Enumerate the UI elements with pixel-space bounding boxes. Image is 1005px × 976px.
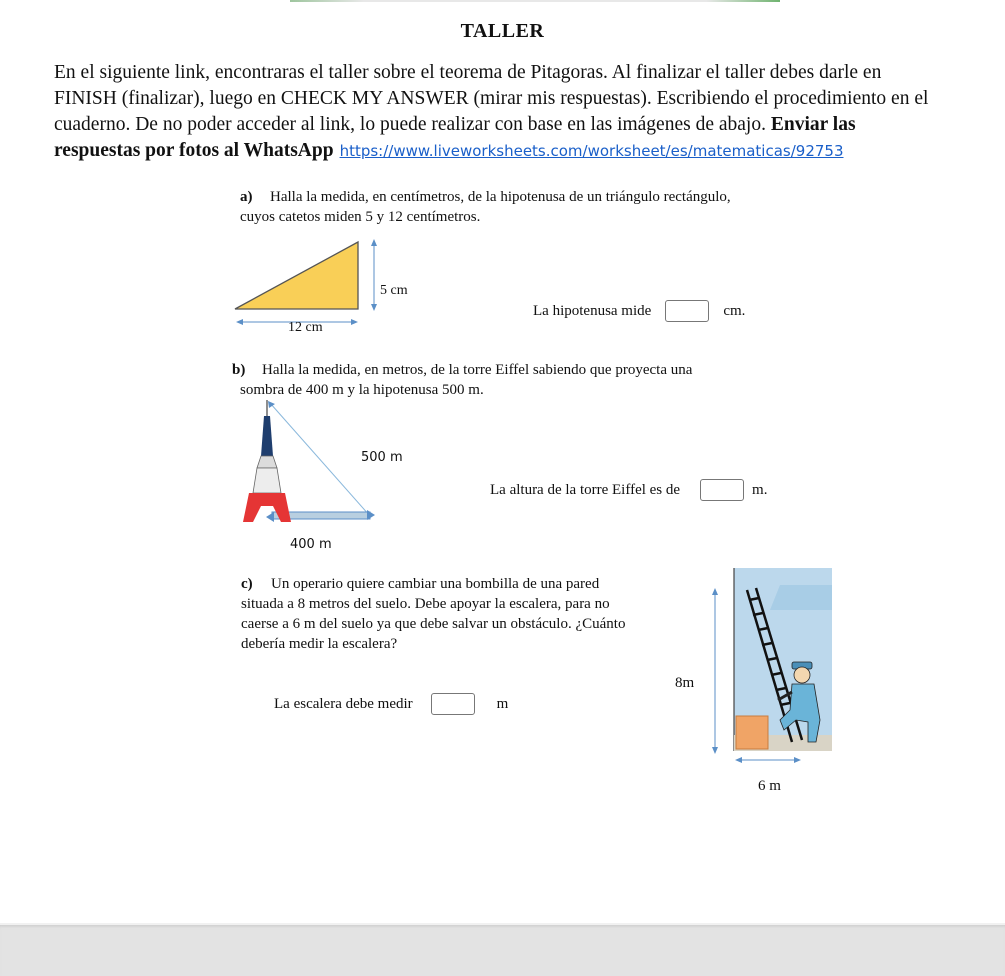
tower-mid-white: [253, 468, 281, 493]
question-b-label: b): [232, 362, 246, 378]
page-bottom-gray-area: [0, 923, 1005, 976]
question-c-label: c): [241, 576, 253, 592]
answer-b-input[interactable]: [700, 479, 744, 501]
answer-a-prefix: La hipotenusa mide: [533, 302, 652, 319]
answer-row-b: [490, 479, 767, 501]
question-c: [241, 574, 625, 654]
intro-bold-send: Enviar las: [770, 114, 856, 135]
question-b-text-1: Halla la medida, en metros, de la torre Eiffel sabiendo que proyecta una: [262, 362, 693, 378]
question-a-text-2: cuyos catetos miden 5 y 12 centímetros.: [240, 209, 481, 225]
intro-paragraph: [54, 60, 1004, 164]
figure-ladder-worker: [700, 560, 840, 775]
answer-b-prefix: La altura de la torre Eiffel es de: [490, 481, 681, 498]
tower-top-blue: [261, 416, 273, 456]
intro-line-3: [54, 112, 1004, 138]
page-title: TALLER: [460, 20, 545, 42]
dim-label-5cm: 5 cm: [380, 283, 408, 298]
arrow-head-down: [371, 304, 377, 311]
wall-shade: [770, 585, 832, 610]
worksheet-link[interactable]: https://www.liveworksheets.com/worksheet/es/matematicas/92753: [339, 142, 844, 160]
question-c-text-1: Un operario quiere cambiar una bombilla de una pared: [271, 576, 600, 592]
dim-label-500m: 500 m: [361, 450, 403, 465]
dim-label-400m: 400 m: [290, 537, 332, 552]
question-b-text-2: sombra de 400 m y la hipotenusa 500 m.: [240, 382, 484, 398]
answer-row-c: [274, 693, 508, 715]
intro-line-2: FINISH (finalizar), luego en CHECK MY ANSWER (mirar mis respuestas). Escribiendo el procedimiento en el: [54, 88, 929, 109]
question-a: [240, 187, 731, 227]
height-arrow-down: [712, 747, 718, 754]
shadow-arrow-right: [367, 510, 375, 520]
question-c-text-2: situada a 8 metros del suelo. Debe apoyar la escalera, para no: [241, 596, 610, 612]
dim-label-6m: 6 m: [758, 778, 781, 794]
question-a-label: a): [240, 189, 253, 205]
dim-label-8m: 8m: [675, 675, 695, 691]
tower-mid-platform: [257, 456, 277, 468]
top-divider-line: [290, 0, 780, 2]
intro-bold-whatsapp: respuestas por fotos al WhatsApp: [54, 140, 334, 161]
arrow-head-left: [236, 319, 243, 325]
shadow-arrow-left: [266, 512, 274, 522]
answer-a-input[interactable]: [665, 300, 709, 322]
width-arrow-left: [735, 757, 742, 763]
question-b: [232, 360, 692, 400]
question-c-text-3: caerse a 6 m del suelo ya que debe salvar un obstáculo. ¿Cuánto: [241, 616, 626, 632]
intro-line-4: [54, 138, 1004, 164]
intro-line-3-text: cuaderno. De no poder acceder al link, lo puede realizar con base en las imágenes de abajo.: [54, 114, 771, 135]
obstacle-box: [736, 716, 768, 749]
figure-right-triangle: [230, 235, 390, 330]
answer-c-prefix: La escalera debe medir: [274, 695, 413, 712]
answer-c-suffix: m: [496, 695, 509, 712]
intro-line-1: En el siguiente link, encontraras el taller sobre el teorema de Pitagoras. Al finalizar el taller debes darle en: [54, 62, 882, 83]
dim-label-12cm: 12 cm: [288, 320, 323, 335]
arrow-head-up: [371, 239, 377, 246]
height-arrow-up: [712, 588, 718, 595]
answer-b-suffix: m.: [752, 481, 768, 498]
answer-c-input[interactable]: [431, 693, 475, 715]
question-c-text-4: debería medir la escalera?: [241, 636, 398, 652]
question-a-text-1: Halla la medida, en centímetros, de la hipotenusa de un triángulo rectángulo,: [270, 189, 731, 205]
yellow-triangle: [235, 242, 358, 309]
answer-a-suffix: cm.: [723, 302, 746, 319]
answer-row-a: [533, 300, 745, 322]
arrow-head-right: [351, 319, 358, 325]
tower-base-red: [243, 493, 291, 522]
width-arrow-right: [794, 757, 801, 763]
